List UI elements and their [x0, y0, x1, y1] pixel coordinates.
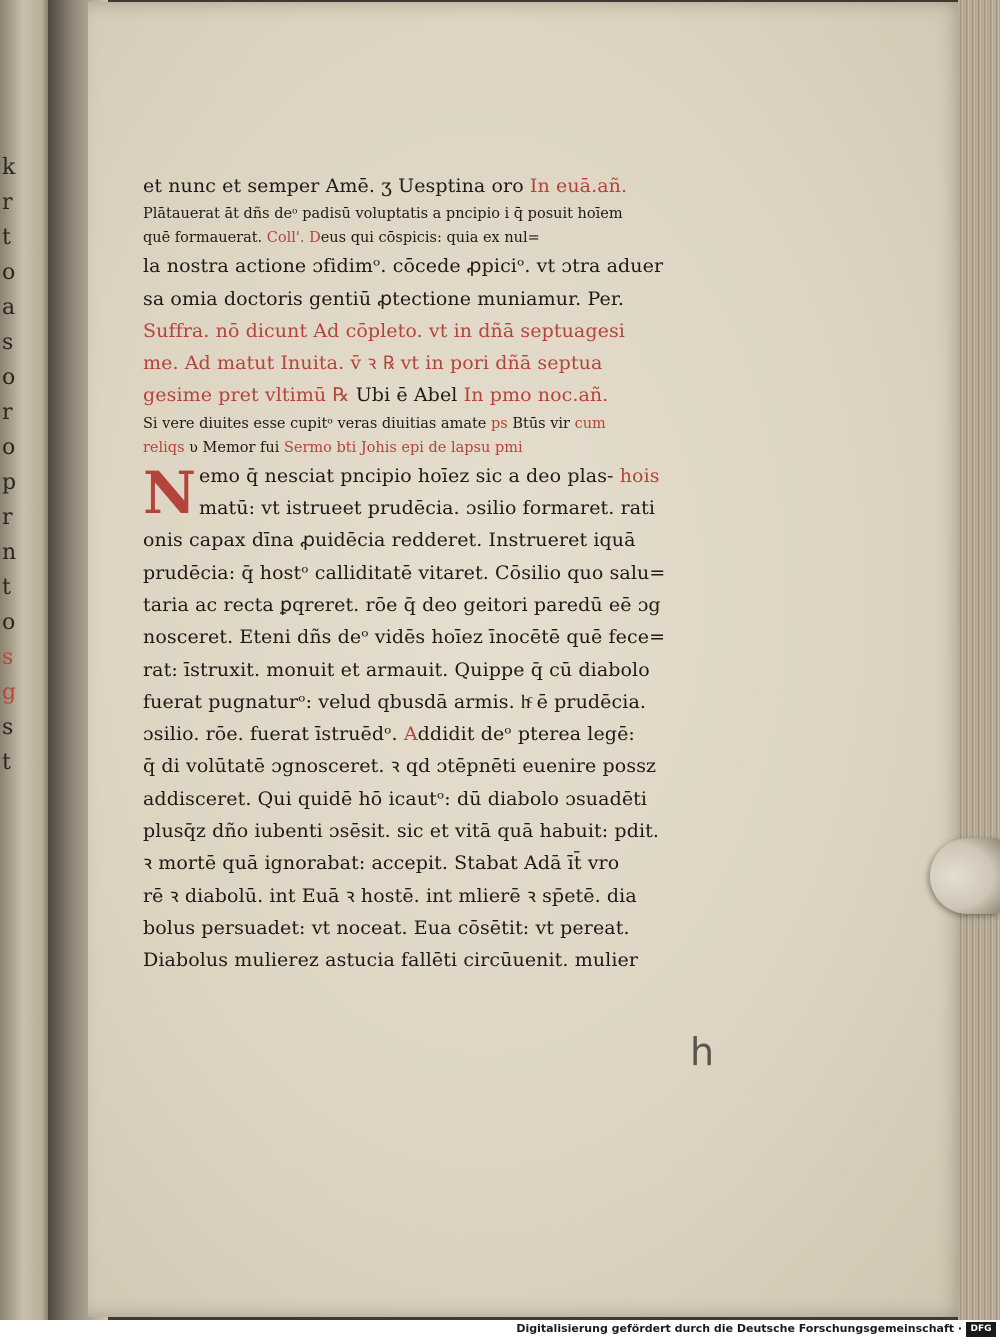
text-segment: rē ꝛ diabolū. int Euā ꝛ hostē. int mlierē ꝛ sp̄etē. dia	[143, 884, 637, 907]
left-page-letter: s	[2, 330, 14, 355]
rubric-section-line	[143, 202, 718, 226]
left-page-letter: r	[2, 400, 13, 425]
text-segment: sa omia doctoris gentiū ꝓtectione muniamur. Per.	[143, 287, 625, 310]
text-segment: eus qui cōspicis: quia ex nul=	[320, 230, 540, 247]
left-page-letter: r	[2, 505, 13, 530]
rubric-section-line	[143, 250, 718, 282]
text-segment: Si vere diuites esse cupitᵒ veras diuitias amate	[143, 415, 491, 432]
rubric-text: Sermo bti Johis epi de lapsu pmi	[283, 439, 523, 456]
left-page-letter: t	[2, 575, 11, 600]
text-segment: emo q̄ nesciat pncipio hoīez sic a deo plas-	[199, 464, 620, 487]
rubric-text: cum	[574, 415, 606, 432]
left-page-edge	[0, 0, 52, 1320]
sermon-line	[143, 718, 718, 750]
sermon-section	[143, 460, 718, 977]
text-segment: addisceret. Qui quidē hō icautᵒ: dū diabolo ɔsuadēti	[143, 787, 648, 810]
text-segment: la nostra actione ɔfidimᵒ. cōcede ꝓpiciᵒ. vt ɔtra aduer	[143, 255, 664, 278]
text-segment: nosceret. Eteni dñs deᵒ vidēs hoīez īnocētē quē fece=	[143, 626, 666, 649]
liturgical-rubric-section	[143, 170, 718, 460]
text-segment: ʋ Memor fui	[189, 439, 284, 456]
rubric-text: Coll'. D	[266, 230, 321, 247]
left-page-letter: o	[2, 365, 16, 390]
left-page-letter: a	[2, 295, 16, 320]
text-segment: matū: vt istrueet prudēcia. ɔsilio formaret. rati	[199, 497, 656, 520]
rubric-section-line	[143, 170, 718, 202]
sermon-line	[199, 492, 718, 524]
sermon-line	[143, 524, 718, 556]
footer-credit: Digitalisierung gefördert durch die Deutsche Forschungsgemeinschaft ·	[516, 1322, 962, 1335]
text-segment: Diabolus mulierez astucia fallēti circūuenit. mulier	[143, 949, 639, 972]
text-segment: plusq̄z dño iubenti ɔsēsit. sic et vitā quā habuit: pdit.	[143, 820, 660, 843]
rubric-section-line	[143, 315, 718, 347]
drop-initial: N	[143, 458, 197, 527]
sermon-line	[143, 847, 718, 879]
sermon-line	[199, 460, 718, 492]
left-page-letter: n	[2, 540, 17, 565]
text-segment: bolus persuadet: vt noceat. Eua cōsētit: vt pereat.	[143, 916, 630, 939]
sermon-line	[143, 621, 718, 653]
rubric-section-line	[143, 436, 718, 460]
printed-text-block	[143, 170, 718, 977]
sermon-line	[143, 880, 718, 912]
dfg-logo: DFG	[966, 1322, 996, 1337]
rubric-section-line	[143, 412, 718, 436]
rubric-text: A	[403, 723, 418, 746]
rubric-text: In euā.añ.	[529, 175, 628, 197]
text-segment: quē formauerat.	[143, 230, 267, 247]
sermon-line	[143, 654, 718, 686]
rubric-text: gesime pret vltimū ℞	[143, 384, 356, 407]
rubric-text: In pmo noc.añ.	[463, 384, 609, 407]
text-segment: et nunc et semper Amē.	[143, 175, 382, 197]
left-page-letter: o	[2, 260, 16, 285]
rubric-text: Suffra. nō dicunt Ad cōpleto. vt in dñā septuagesi	[143, 319, 625, 342]
text-segment: ʒ Uesptina oro	[381, 175, 530, 197]
text-segment: q̄ di volūtatē ɔgnosceret. ꝛ qd ɔtēpnēti euenire possz	[143, 755, 657, 778]
left-page-letter: k	[2, 155, 16, 180]
sermon-line	[143, 557, 718, 589]
left-page-letter: p	[2, 470, 17, 495]
left-page-letter: s	[2, 645, 14, 670]
left-page-letter: g	[2, 680, 17, 705]
sermon-line	[143, 686, 718, 718]
left-page-letter: t	[2, 750, 11, 775]
rubric-text: hois	[619, 464, 660, 487]
sermon-line	[143, 912, 718, 944]
page-tab-marker	[930, 838, 1000, 914]
left-page-letter: t	[2, 225, 11, 250]
text-segment: Plātauerat āt dñs deᵒ padisū voluptatis a pncipio i q̄ posuit hoīem	[143, 206, 623, 223]
sermon-line	[143, 944, 718, 976]
text-segment: fuerat pugnaturᵒ: velud qbusdā armis. hͨ ē prudēcia.	[143, 690, 647, 713]
digitization-footer	[0, 1320, 1000, 1340]
text-segment: ɔsilio. rōe. fuerat īstruēdᵒ.	[143, 723, 404, 746]
text-segment: ddidit deᵒ pterea legē:	[417, 723, 635, 746]
sermon-text	[143, 460, 718, 977]
rubric-text: reliqs	[143, 439, 190, 456]
sermon-line	[143, 750, 718, 782]
text-segment: Ubi ē Abel	[355, 384, 464, 407]
rubric-section-line	[143, 226, 718, 250]
text-segment: Btūs vir	[512, 415, 575, 432]
rubric-section-line	[143, 379, 718, 411]
text-segment: onis capax dīna ꝓuidēcia redderet. Instrueret iquā	[143, 529, 636, 552]
left-page-letter: r	[2, 190, 13, 215]
left-page-letter: o	[2, 435, 16, 460]
sermon-line	[143, 589, 718, 621]
rubric-section-line	[143, 283, 718, 315]
sermon-line	[143, 783, 718, 815]
rubric-text: ps	[491, 415, 513, 432]
text-segment: ꝛ mortē quā ignorabat: accepit. Stabat Adā īt̄ vro	[143, 852, 620, 875]
pencil-annotation: h	[690, 1030, 715, 1074]
rubric-text: me. Ad matut Inuita. v̄ ꝛ ℞ vt in pori dñā septua	[143, 352, 603, 375]
left-page-text-fragment	[2, 150, 22, 780]
page-edges	[958, 0, 1000, 1320]
text-segment: rat: īstruxit. monuit et armauit. Quippe q̄ cū diabolo	[143, 658, 650, 681]
left-page-letter: o	[2, 610, 16, 635]
rubric-section-line	[143, 347, 718, 379]
left-page-letter: s	[2, 715, 14, 740]
sermon-line	[143, 815, 718, 847]
text-segment: prudēcia: q̄ hostᵒ calliditatē vitaret. Cōsilio quo salu=	[143, 561, 666, 584]
text-segment: taria ac recta ꝑqreret. rōe q̄ deo geitori paredū eē ɔg	[143, 593, 661, 616]
